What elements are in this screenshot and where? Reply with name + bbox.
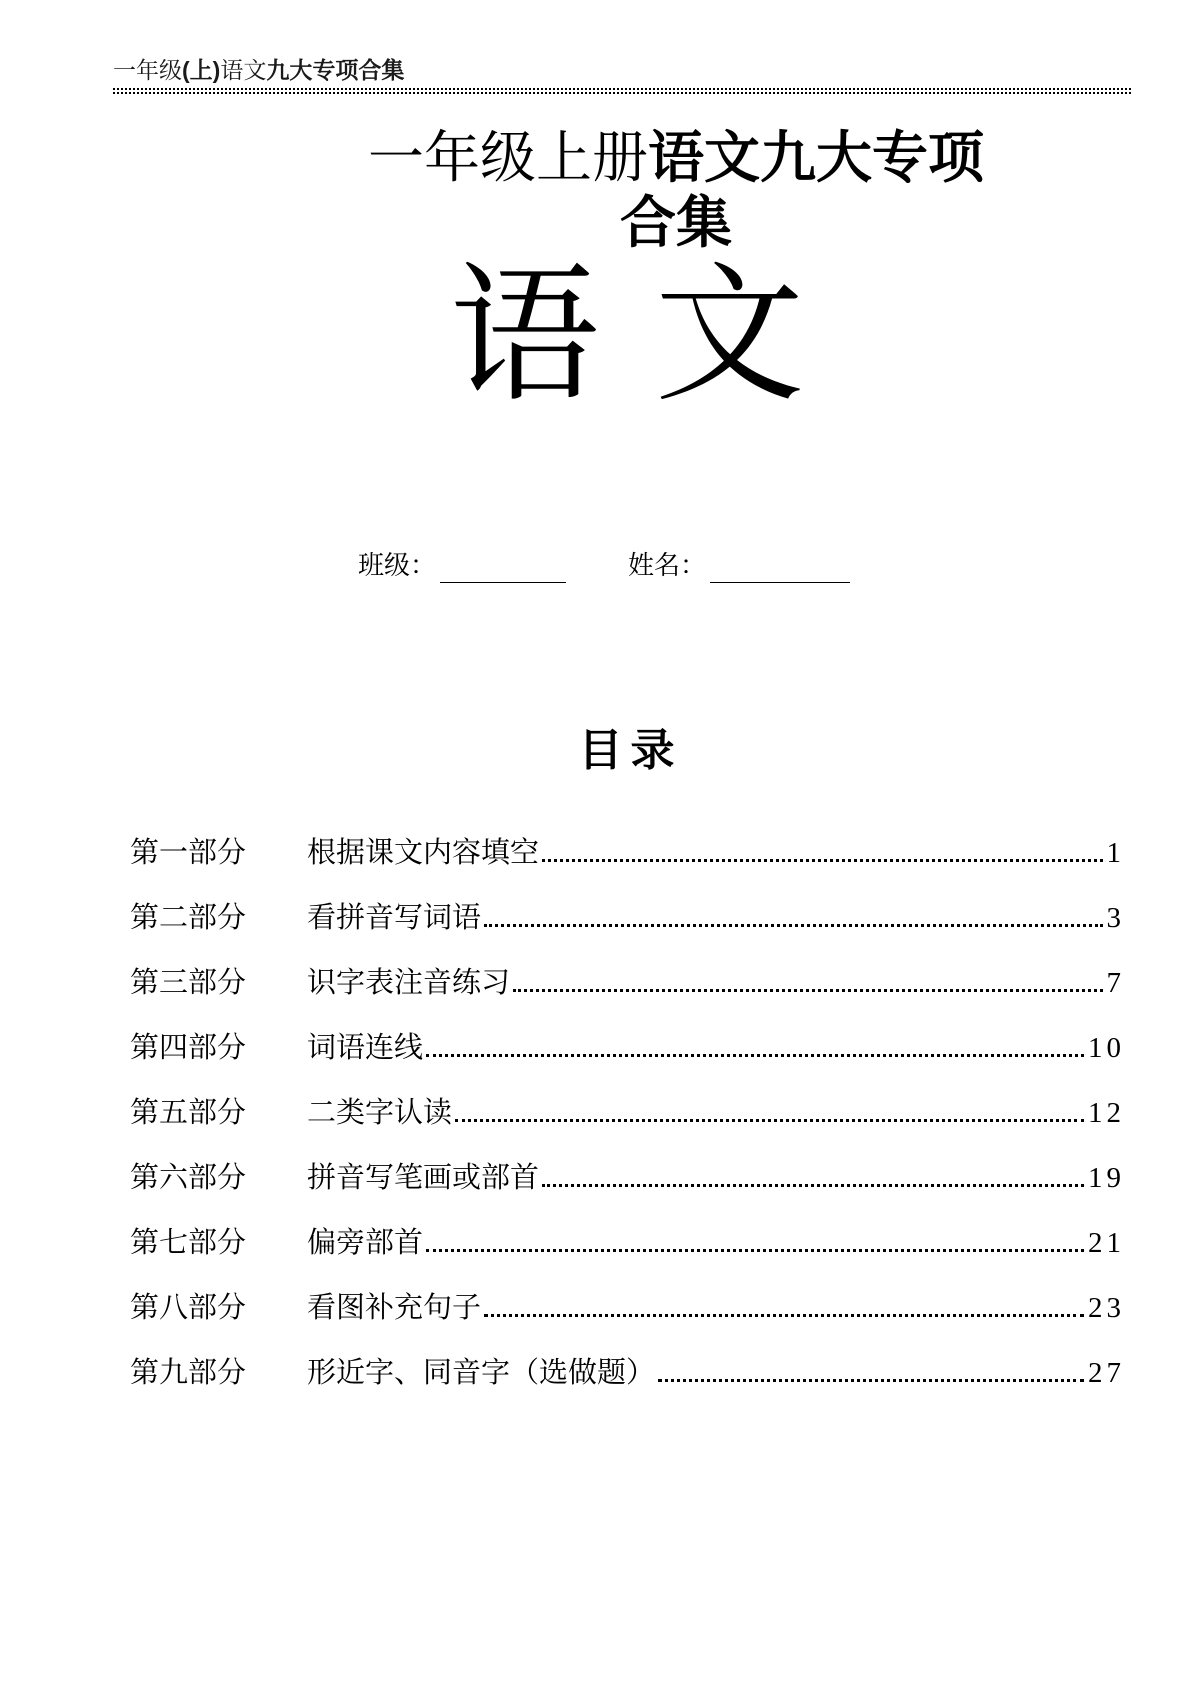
toc-part-label: 第六部分 — [130, 1162, 247, 1194]
toc-part-label: 第二部分 — [130, 902, 247, 934]
subject-title: 语文 — [449, 254, 860, 420]
toc-page-number: 27 — [1088, 1357, 1125, 1389]
page-header — [113, 56, 1131, 94]
toc-part-label: 第一部分 — [130, 837, 247, 869]
toc-page-number: 23 — [1088, 1292, 1125, 1324]
toc-dot-leader — [455, 1119, 1084, 1122]
toc-entry-title: 词语连线 — [307, 1032, 424, 1064]
toc-page-number: 10 — [1088, 1032, 1125, 1064]
toc-row — [130, 836, 1125, 870]
toc-entry-title: 根据课文内容填空 — [307, 837, 540, 869]
document-title — [161, 126, 1191, 255]
header-volume-text: (上) — [182, 57, 221, 83]
header-divider-line — [113, 88, 1131, 94]
toc-dot-leader — [484, 924, 1102, 927]
toc-row — [130, 1031, 1125, 1065]
class-blank-line — [440, 556, 566, 583]
title-grade-text: 一年级上册 — [368, 128, 648, 190]
header-subject-text: 语文 — [220, 58, 267, 83]
toc-dot-leader — [484, 1314, 1084, 1317]
toc-row — [130, 966, 1125, 1000]
toc-row — [130, 1096, 1125, 1130]
title-subject-text: 语文九大专项 — [648, 126, 984, 189]
toc-dot-leader — [513, 989, 1102, 992]
document-title-line1 — [161, 126, 1191, 191]
toc-entry-title: 形近字、同音字（选做题） — [307, 1357, 656, 1389]
toc-page-number: 21 — [1088, 1227, 1125, 1259]
toc-dot-leader — [658, 1379, 1084, 1382]
toc-entry-title: 拼音写笔画或部首 — [307, 1162, 540, 1194]
toc-row — [130, 1291, 1125, 1325]
toc-heading: 目录 — [578, 726, 683, 775]
toc-page-number: 19 — [1088, 1162, 1125, 1194]
page-header-text — [113, 56, 1131, 85]
toc-row — [130, 1226, 1125, 1260]
toc-page-number: 1 — [1106, 837, 1125, 869]
header-rest-text: 九大专项合集 — [266, 57, 405, 83]
toc-dot-leader — [426, 1054, 1084, 1057]
toc-dot-leader — [542, 859, 1102, 862]
toc-row — [130, 1161, 1125, 1195]
toc-entry-title: 看拼音写词语 — [307, 902, 482, 934]
toc-entry-title: 看图补充句子 — [307, 1292, 482, 1324]
toc-part-label: 第五部分 — [130, 1097, 247, 1129]
toc-list — [130, 836, 1125, 1421]
toc-part-label: 第四部分 — [130, 1032, 247, 1064]
toc-page-number: 3 — [1106, 902, 1125, 934]
toc-entry-title: 偏旁部首 — [307, 1227, 424, 1259]
class-name-line — [358, 549, 850, 583]
toc-dot-leader — [426, 1249, 1084, 1252]
toc-part-label: 第三部分 — [130, 967, 247, 999]
name-blank-line — [710, 556, 850, 583]
toc-page-number: 7 — [1106, 967, 1125, 999]
toc-entry-title: 二类字认读 — [307, 1097, 453, 1129]
header-grade-text: 一年级 — [113, 58, 182, 83]
document-title-line2: 合集 — [620, 191, 732, 254]
toc-page-number: 12 — [1088, 1097, 1125, 1129]
toc-row — [130, 1356, 1125, 1390]
toc-dot-leader — [542, 1184, 1084, 1187]
name-label: 姓名： — [628, 551, 707, 580]
toc-entry-title: 识字表注音练习 — [307, 967, 511, 999]
toc-part-label: 第八部分 — [130, 1292, 247, 1324]
toc-row — [130, 901, 1125, 935]
class-label: 班级： — [358, 551, 437, 580]
toc-part-label: 第七部分 — [130, 1227, 247, 1259]
toc-part-label: 第九部分 — [130, 1357, 247, 1389]
